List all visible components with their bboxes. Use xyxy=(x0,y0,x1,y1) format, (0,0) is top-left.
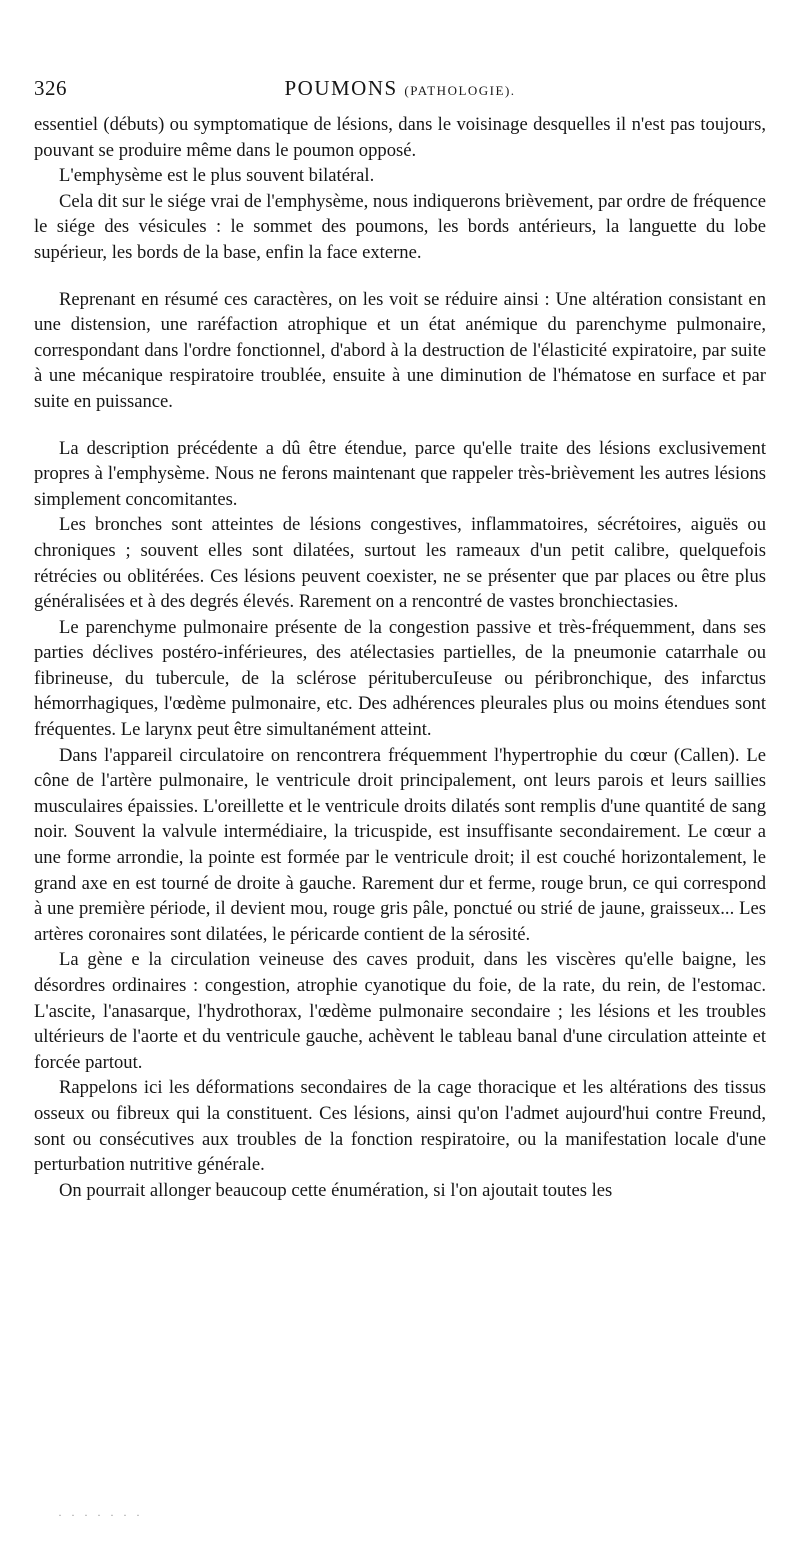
page-body xyxy=(34,112,766,1203)
paragraph: Dans l'appareil circulatoire on rencontrera fréquemment l'hypertrophie du cœur (Callen). Le cône de l'artère pulmonaire, le ventricule droit principalement, ont leurs parois et leurs saillies musculaires épaissies. L'oreillette et le ventricule droits dilatés sont remplis d'une quantité de sang noir. Souvent la valvule intermédiaire, la tricuspide, est insuffisante secondairement. Le cœur a une forme arrondie, la pointe est formée par le ventricule droit; il est couché horizontalement, le grand axe en est tourné de droite à gauche. Rarement dur et ferme, rouge brun, ce qui correspond à une première période, il devient mou, rouge gris pâle, ponctué ou strié de jaune, graisseux... Les artères coronaires sont dilatées, le péricarde contient de la sérosité. xyxy=(34,744,766,945)
paragraph: Les bronches sont atteintes de lésions congestives, inflammatoires, sécrétoires, aiguës ou chroniques ; souvent elles sont dilatées, surtout les rameaux d'un petit calibre, quelquefois rétrécies ou oblitérées. Ces lésions peuvent coexister, ne se présenter que par places ou être plus généralisées et à des degrés élevés. Rarement on a rencontré de vastes bronchiectasies. xyxy=(34,514,766,613)
paragraph: Le parenchyme pulmonaire présente de la congestion passive et très-fréquemment, dans ses parties déclives postéro-inférieures, des atélectasies partielles, de la pneumonie catarrhale ou fibrineuse, du tubercule, de la sclérose péritubercuIeuse ou péribronchique, des infarctus hémorrhagiques, l'œdème pulmonaire, etc. Des adhérences pleurales plus ou moins étendues sont fréquentes. Le larynx peut être simultanément atteint. xyxy=(34,616,766,741)
page-number: 326 xyxy=(34,76,67,100)
paragraph: Rappelons ici les déformations secondaires de la cage thoracique et les altérations des tissus osseux ou fibreux qui la constituent. Ces lésions, ainsi qu'on l'admet aujourd'hui contre Freund, sont ou consécutives aux troubles de la fonction respiratoire, ou la manifestation locale d'une perturbation nutritive générale. xyxy=(34,1077,766,1176)
running-title-main: POUMONS xyxy=(284,76,398,100)
paragraph: Reprenant en résumé ces caractères, on les voit se réduire ainsi : Une altération consistant en une distension, une raréfaction atrophique et un état anémique du parenchyme pulmonaire, correspondant dans l'ordre fonctionnel, d'abord à la destruction de l'élasticité expiratoire, par suite à une mécanique respiratoire troublée, ensuite à une diminution de l'hématose en surface et par suite en puissance. xyxy=(34,288,766,412)
paragraph: essentiel (débuts) ou symptomatique de lésions, dans le voisinage desquelles il n'est pas toujours, pouvant se produire même dans le poumon opposé. xyxy=(34,114,766,161)
running-title-sub: (PATHOLOGIE). xyxy=(404,83,516,98)
paragraph: La description précédente a dû être étendue, parce qu'elle traite des lésions exclusivement propres à l'emphysème. Nous ne ferons maintenant que rappeler très-brièvement les autres lésions simplement concomitantes. xyxy=(34,437,766,510)
page-header xyxy=(34,76,766,106)
running-title xyxy=(34,76,766,101)
footer-marks: · · · · · · · xyxy=(58,1508,143,1522)
paragraph: La gène e la circulation veineuse des caves produit, dans les viscères qu'elle baigne, les désordres ordinaires : congestion, atrophie cyanotique du foie, de la rate, du rein, de l'estomac. L'ascite, l'anasarque, l'hydrothorax, l'œdème pulmonaire secondaire ; les lésions et les troubles ultérieurs de l'aorte et du ventricule gauche, achèvent le tableau banal d'une circulation atteinte et forcée partout. xyxy=(34,949,766,1073)
paragraph: Cela dit sur le siége vrai de l'emphysème, nous indiquerons brièvement, par ordre de fréquence le siége des vésicules : le sommet des poumons, les bords antérieurs, la languette du lobe supérieur, les bords de la base, enfin la face externe. xyxy=(34,190,766,263)
paragraph: On pourrait allonger beaucoup cette énumération, si l'on ajoutait toutes les xyxy=(59,1179,613,1201)
paragraph: L'emphysème est le plus souvent bilatéral. xyxy=(59,165,375,187)
